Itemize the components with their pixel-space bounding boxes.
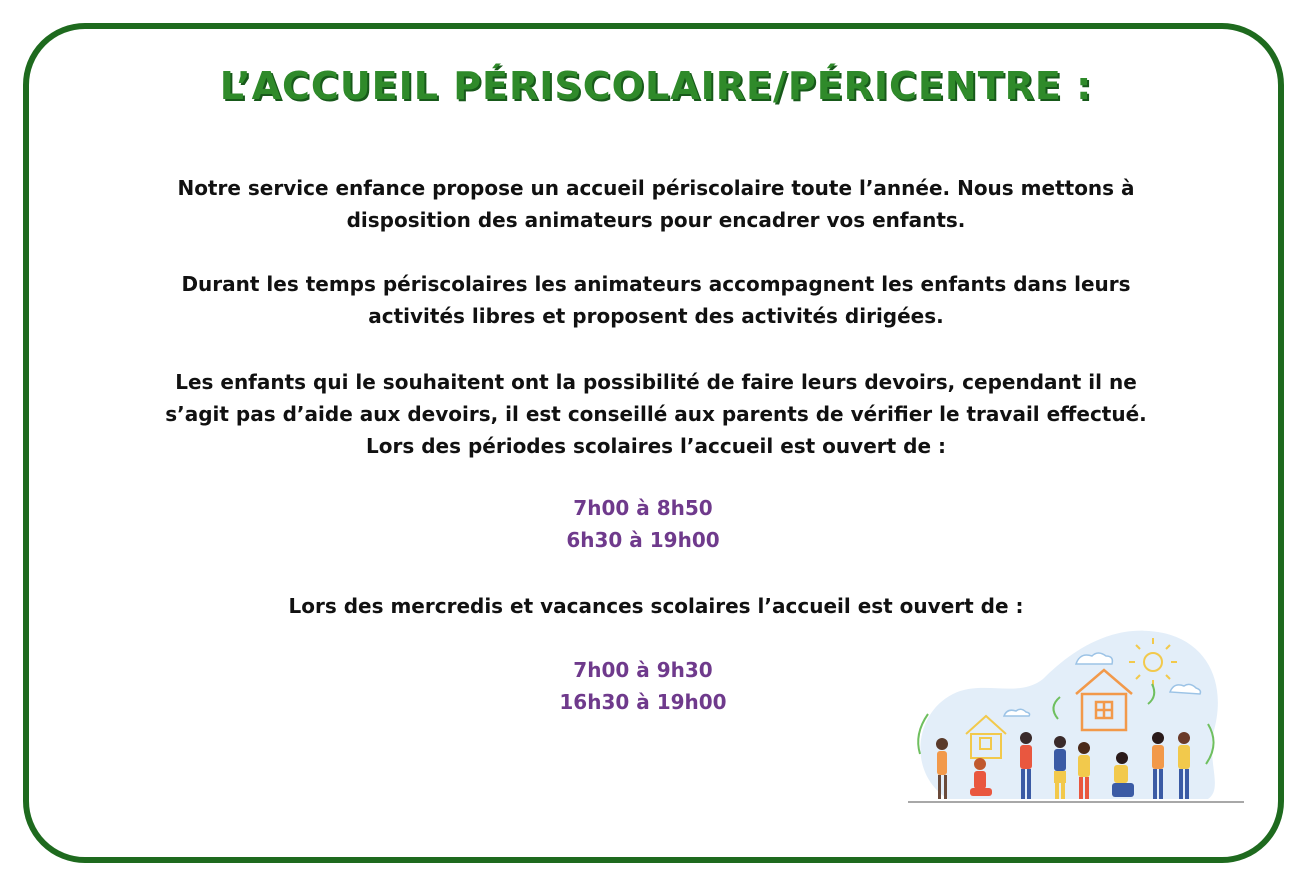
school-hours-evening: 6h30 à 19h00 [566, 528, 720, 552]
activities-line-2: activités libres et proposent des activités dirigées. [368, 304, 944, 328]
holiday-paragraph [0, 590, 1312, 622]
intro-line-2: disposition des animateurs pour encadrer vos enfants. [346, 208, 966, 232]
activities-paragraph [0, 268, 1312, 332]
homework-line-1: Les enfants qui le souhaitent ont la possibilité de faire leurs devoirs, cependant il ne [175, 370, 1137, 394]
school-hours-list [543, 492, 743, 556]
holiday-hours-morning: 7h00 à 9h30 [573, 658, 713, 682]
school-hours-intro: Lors des périodes scolaires l’accueil est ouvert de : [366, 434, 946, 458]
holiday-hours-evening: 16h30 à 19h00 [559, 690, 727, 714]
homework-line-2: s’agit pas d’aide aux devoirs, il est conseillé aux parents de vérifier le travail effectué. [165, 402, 1147, 426]
intro-paragraph [0, 172, 1312, 236]
page-title: L’ACCUEIL PÉRISCOLAIRE/PÉRICENTRE : [219, 64, 1093, 108]
activities-line-1: Durant les temps périscolaires les animateurs accompagnent les enfants dans leurs [181, 272, 1131, 296]
children-playing-house-illustration [908, 624, 1244, 806]
homework-paragraph [0, 366, 1312, 462]
school-hours-morning: 7h00 à 8h50 [573, 496, 713, 520]
holiday-hours-list [543, 654, 743, 718]
intro-line-1: Notre service enfance propose un accueil périscolaire toute l’année. Nous mettons à [177, 176, 1135, 200]
holiday-hours-intro: Lors des mercredis et vacances scolaires l’accueil est ouvert de : [288, 594, 1024, 618]
